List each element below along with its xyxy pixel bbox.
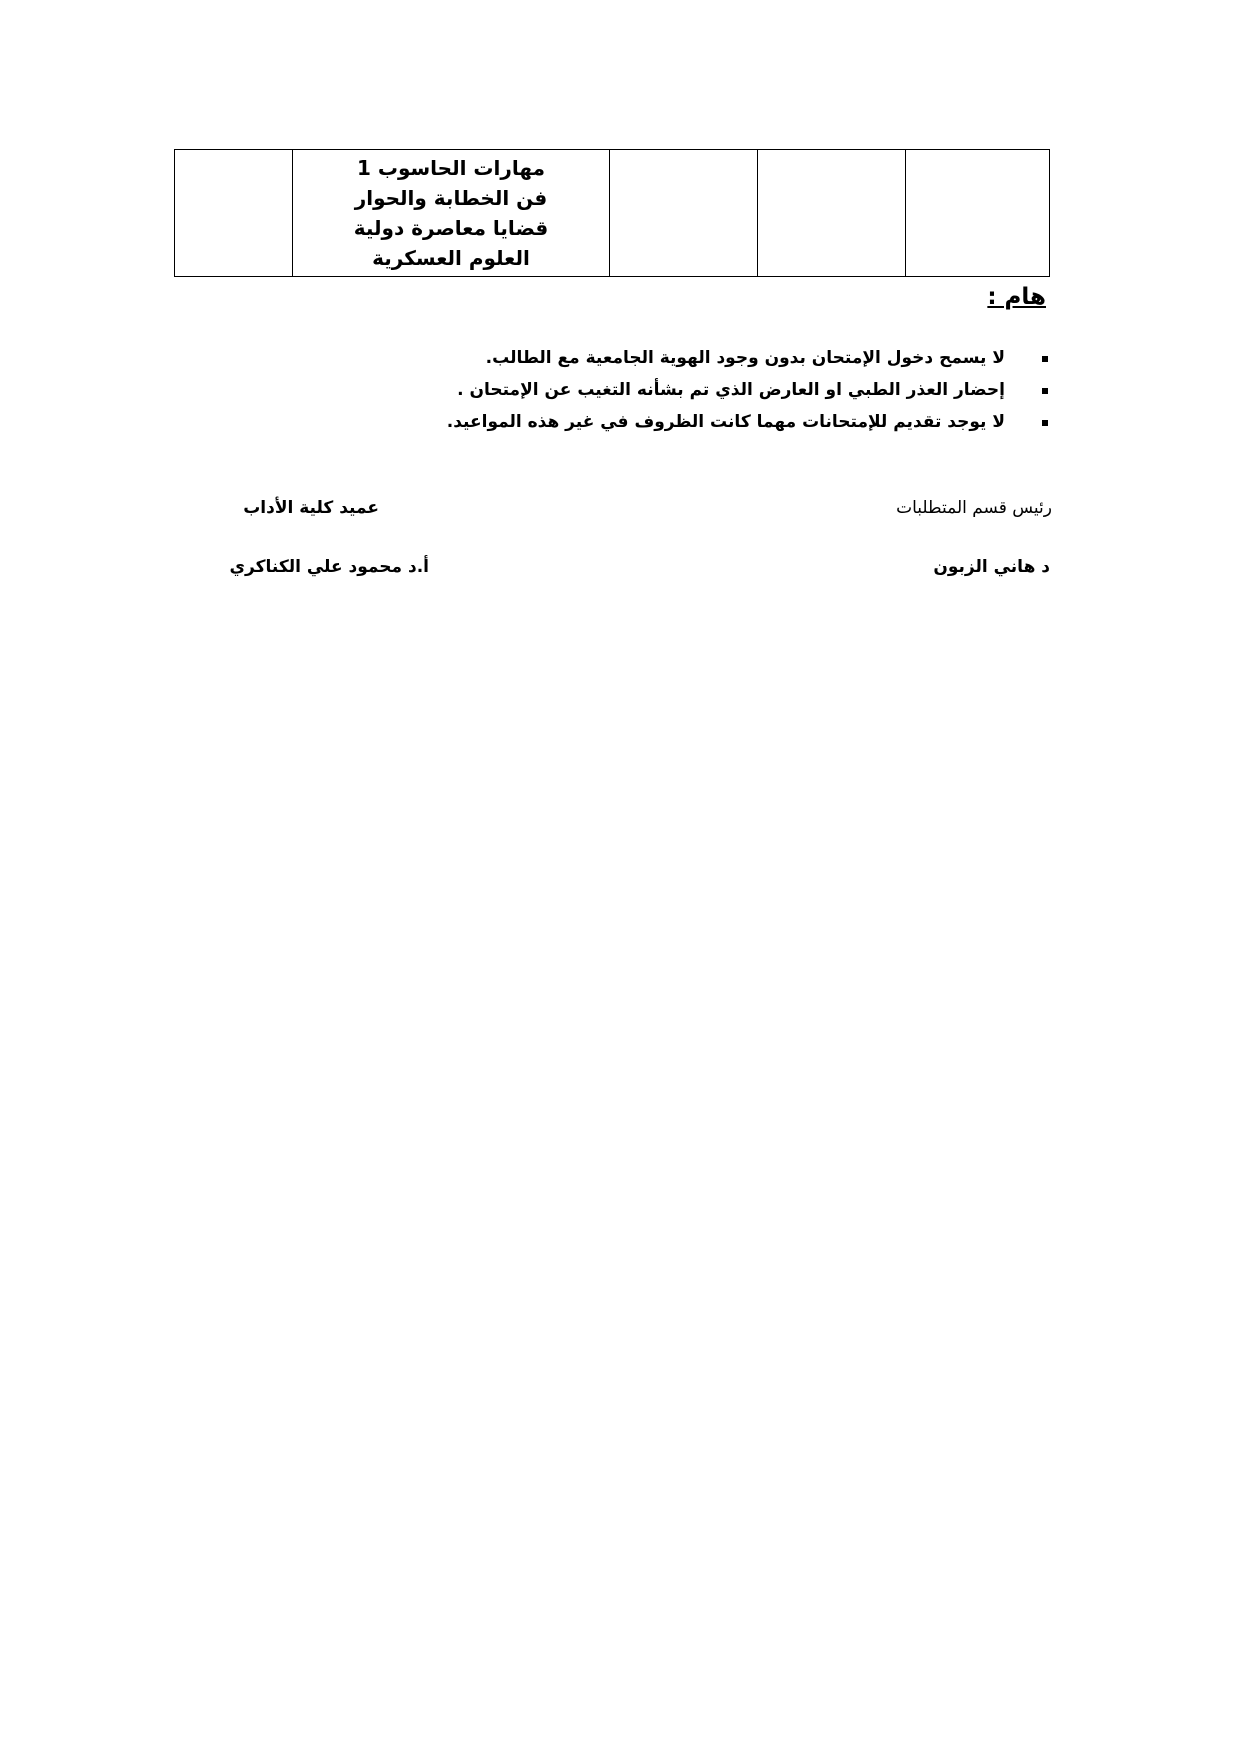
rules-list bbox=[447, 342, 1005, 438]
square-bullet-icon bbox=[1042, 356, 1048, 362]
list-item bbox=[447, 374, 1005, 406]
table-cell-empty bbox=[906, 150, 1050, 277]
subject-line: قضايا معاصرة دولية bbox=[353, 216, 549, 240]
signature-name-requirements-head: د هاني الزبون bbox=[933, 557, 1050, 577]
subject-line: مهارات الحاسوب 1 bbox=[356, 156, 545, 180]
table-cell-empty bbox=[758, 150, 906, 277]
rule-text: إحضار العذر الطبي او العارض الذي تم بشأنه التغيب عن الإمتحان . bbox=[457, 380, 1005, 400]
square-bullet-icon bbox=[1042, 388, 1048, 394]
table-row bbox=[175, 150, 1050, 277]
square-bullet-icon bbox=[1042, 420, 1048, 426]
subject-line: العلوم العسكرية bbox=[372, 246, 530, 270]
signature-name-dean: أ.د محمود علي الكناكري bbox=[229, 557, 429, 577]
subject-line: فن الخطابة والحوار bbox=[354, 186, 548, 210]
exam-schedule-table bbox=[174, 149, 1050, 277]
rule-text: لا يسمح دخول الإمتحان بدون وجود الهوية الجامعية مع الطالب. bbox=[485, 348, 1005, 368]
rule-text: لا يوجد تقديم للإمتحانات مهما كانت الظروف في غير هذه المواعيد. bbox=[446, 412, 1005, 432]
table-cell-empty bbox=[610, 150, 758, 277]
subjects-cell bbox=[293, 150, 610, 277]
table-cell-empty bbox=[175, 150, 293, 277]
signature-title-dean: عميد كلية الأداب bbox=[243, 498, 379, 518]
list-item bbox=[447, 406, 1005, 438]
signature-title-requirements-head: رئيس قسم المتطلبات bbox=[896, 498, 1052, 518]
important-heading: هام : bbox=[987, 284, 1046, 310]
list-item bbox=[447, 342, 1005, 374]
